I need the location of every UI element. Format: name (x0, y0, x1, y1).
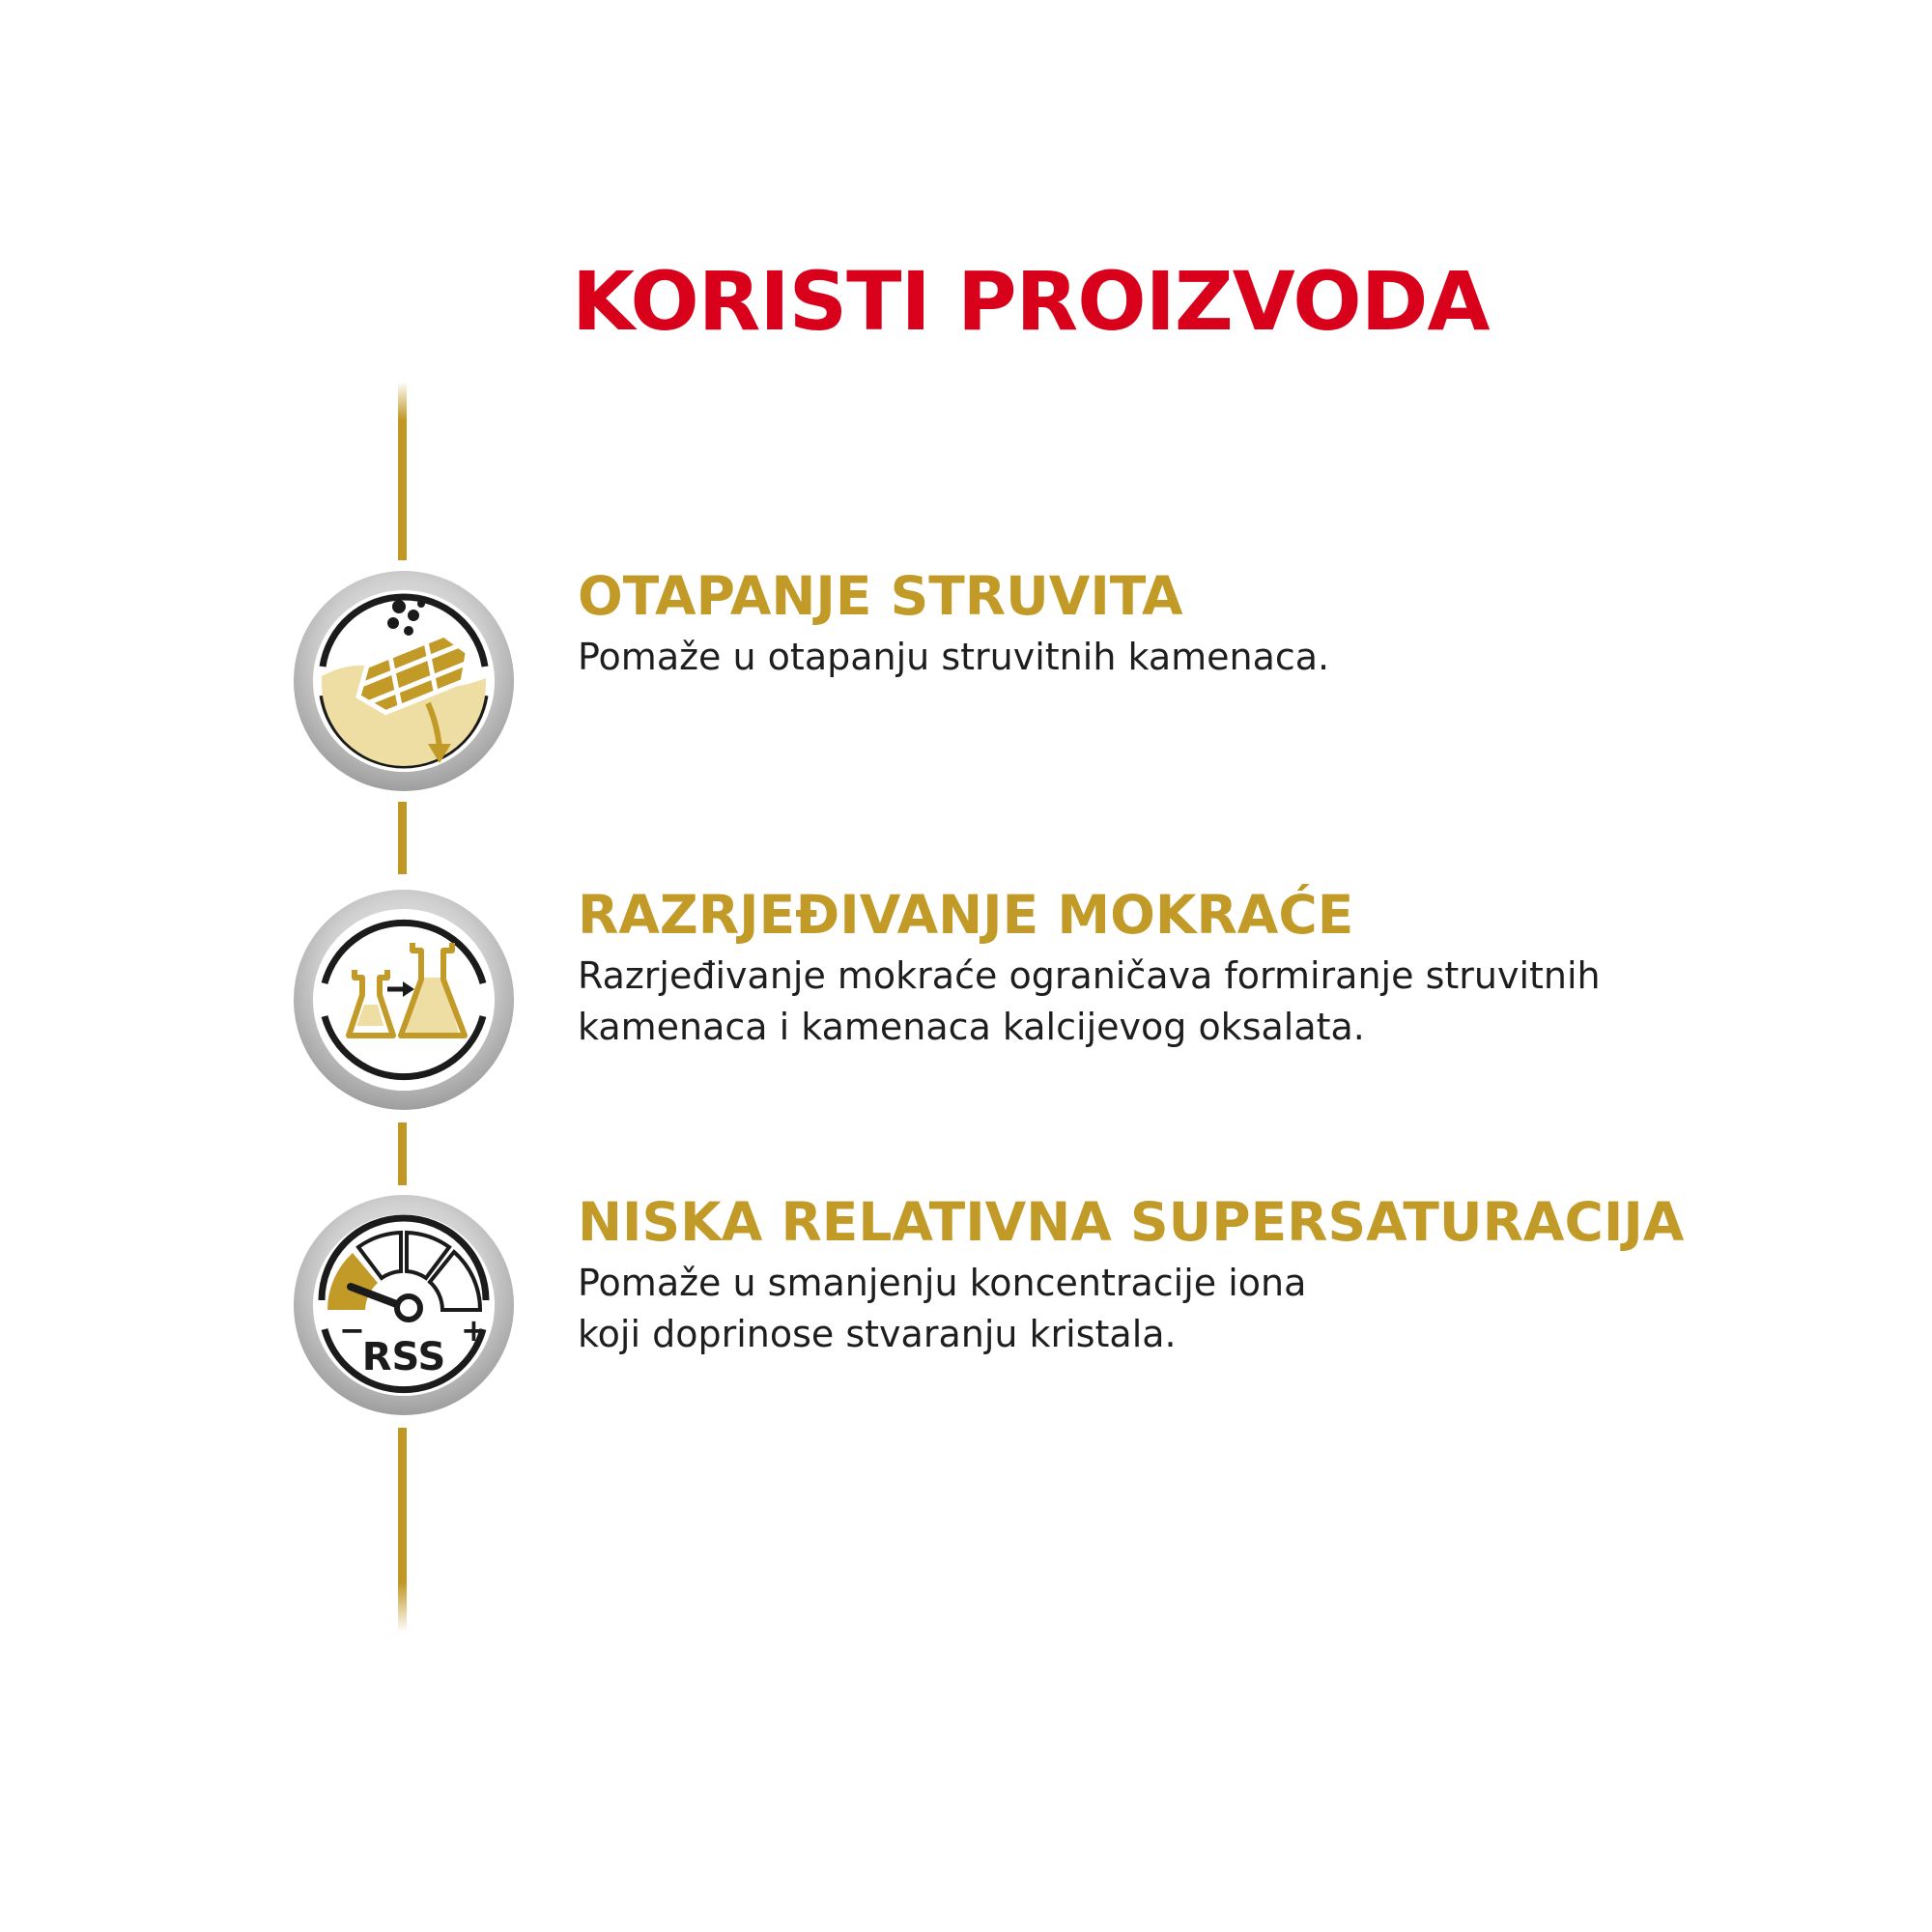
benefit-heading: RAZRJEĐIVANJE MOKRAĆE (578, 884, 1354, 946)
benefit-item-rss (578, 1190, 1891, 1360)
timeline-line-segment (398, 802, 407, 874)
benefit-description (578, 1258, 1891, 1360)
struvite-dissolution-icon (293, 570, 515, 792)
gauge-rss-label: RSS (361, 1335, 446, 1379)
timeline-line-segment (398, 1122, 407, 1185)
rss-gauge-icon (293, 1194, 515, 1416)
timeline-line-top (398, 382, 407, 560)
benefit-item-struvite (578, 564, 1891, 683)
benefit-description-line: Razrjeđivanje mokraće ograničava formiranje struvitnih (578, 954, 1601, 997)
benefit-heading: NISKA RELATIVNA SUPERSATURACIJA (578, 1191, 1685, 1253)
benefit-description-line: Pomaže u otapanju struvitnih kamenaca. (578, 636, 1330, 678)
gauge-plus-label: + (461, 1312, 487, 1349)
gauge-minus-label: − (339, 1312, 365, 1349)
benefit-heading: OTAPANJE STRUVITA (578, 565, 1183, 627)
benefit-description-line: Pomaže u smanjenju koncentracije iona (578, 1262, 1307, 1304)
timeline-line-bottom (398, 1428, 407, 1633)
benefit-description-line: kamenaca i kamenaca kalcijevog oksalata. (578, 1006, 1365, 1048)
benefit-description (578, 951, 1891, 1053)
benefit-description (578, 632, 1891, 683)
benefit-description-line: koji doprinose stvaranju kristala. (578, 1313, 1177, 1355)
urine-dilution-icon (293, 889, 515, 1111)
benefit-item-dilution (578, 883, 1891, 1053)
page-title: KORISTI PROIZVODA (572, 254, 1490, 349)
